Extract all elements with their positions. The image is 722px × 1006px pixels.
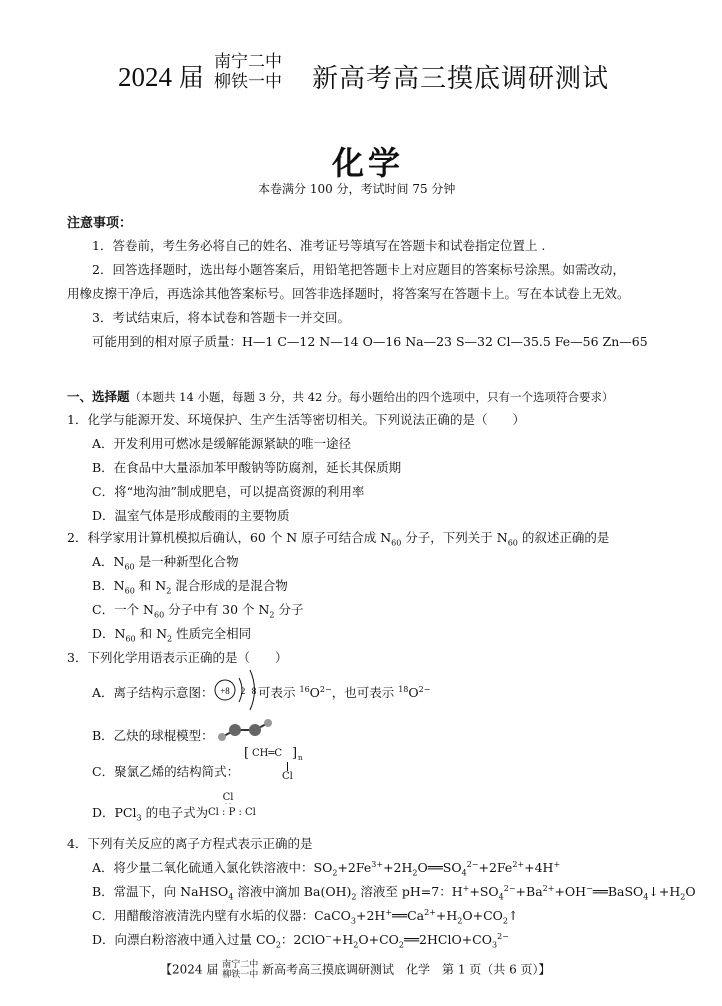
score-note: 本卷满分 100 分，考试时间 75 分钟 [258, 182, 456, 196]
acetylene-ball-stick-model [216, 710, 278, 744]
h-atom-2 [264, 719, 272, 727]
q3-option-d-label: D．PCl$_3$ 的电子式为 [92, 805, 209, 823]
q4-stem: 4．下列有关反应的离子方程式表示正确的是 [67, 836, 313, 851]
note-item-2a: 2．回答选择题时，选出每小题答案后，用铅笔把答题卡上对应题目的答案标号涂黑。如需改动， [92, 262, 625, 277]
school-1: 南宁二中 [214, 52, 282, 72]
shell-1-electrons: 2 [240, 686, 246, 696]
header-schools [214, 52, 282, 92]
note-item-2b: 用橡皮擦干净后，再选涂其他答案标号。回答非选择题时，将答案写在答题卡上。写在本试卷上无效。 [67, 286, 630, 301]
q2-option-c: C．一个 $N_{60}$ 分子中有 30 个 $N_2$ 分子 [92, 602, 304, 620]
q2-option-a: A．$N_{60}$ 是一种新型化合物 [92, 554, 239, 572]
h-atom-1 [218, 733, 226, 741]
pvc-structure: [ CH═C ] n Cl [244, 746, 303, 782]
q4-option-c: C．用醋酸溶液清洗内壁有水垢的仪器：$CaCO_3+2H^+══Ca^{2+}+H_2O+CO_2↑$ [92, 907, 519, 926]
note-item-3: 3．考试结束后，将本试卷和答题卡一并交回。 [92, 310, 350, 325]
q1-stem: 1．化学与能源开发、环境保护、生产生活等密切相关。下列说法正确的是（ ） [67, 412, 525, 427]
note-item-1: 1．答卷前，考生务必将自己的姓名、准考证号等填写在答题卡和试卷指定位置上 . [92, 238, 546, 253]
exam-title: 新高考高三摸底调研测试 [312, 64, 610, 94]
footer-schools: 南宁二中 柳铁一中 [222, 960, 259, 980]
shell-2-electrons: 8 [251, 686, 257, 696]
section-heading: 一、选择题（本题共 14 小题，每题 3 分，共 42 分。每小题给出的四个选项中，只有一个选项符合要求） [67, 389, 614, 404]
q1-option-a: A．开发利用可燃冰是缓解能源紧缺的唯一途径 [92, 436, 352, 451]
q4-option-b: B．常温下，向 NaHSO$_4$ 溶液中滴加 $Ba(OH)_2$ 溶液至 pH=7：$H^++SO_4^{2-}+Ba^{2+}+OH^-══BaSO_4↓+H_2O$ [92, 883, 696, 902]
subject-title: 化学 [332, 144, 405, 182]
ion-structure-diagram [206, 664, 262, 714]
q3-stem: 3．下列化学用语表示正确的是（ ） [67, 650, 288, 665]
pcl3-electron-formula: Cl · · Cl : P : Cl [208, 792, 256, 818]
header-year: 2024 届 [118, 62, 204, 92]
q3-option-c-label: C．聚氯乙烯的结构简式： [92, 764, 240, 779]
notes-heading: 注意事项： [67, 216, 133, 231]
q4-option-d: D．向漂白粉溶液中通入过量 $CO_2$：$2ClO^-+H_2O+CO_2══2HClO+CO_3^{2-}$ [92, 931, 509, 950]
nucleus-charge: +8 [220, 686, 230, 696]
q2-option-d: D．$N_{60}$ 和 $N_2$ 性质完全相同 [92, 626, 252, 644]
atomic-masses: 可能用到的相对原子质量：H—1 C—12 N—14 O—16 Na—23 S—32 Cl—35.5 Fe—56 Zn—65 [92, 334, 648, 349]
q3-option-a-text: 可表示 $^{16}O^{2-}$，也可表示 $^{18}O^{2-}$ [258, 684, 431, 700]
q1-option-b: B．在食品中大量添加苯甲酸钠等防腐剂，延长其保质期 [92, 460, 402, 475]
page-footer: 【2024 届 南宁二中 柳铁一中 新高考高三摸底调研测试 化学 第 1 页（共 6 页）】 [160, 960, 551, 980]
q1-option-c: C．将“地沟油”制成肥皂，可以提高资源的利用率 [92, 484, 365, 499]
q3-option-b-label: B．乙炔的球棍模型： [92, 728, 214, 743]
q3-option-a-label: A．离子结构示意图： [92, 685, 214, 700]
c-atom-1 [229, 724, 241, 736]
c-atom-2 [249, 724, 261, 736]
school-2: 柳铁一中 [214, 72, 282, 92]
q1-option-d: D．温室气体是形成酸雨的主要物质 [92, 508, 290, 523]
q2-option-b: B．$N_{60}$ 和 $N_2$ 混合形成的是混合物 [92, 578, 288, 596]
q4-option-a: A．将少量二氧化硫通入氯化铁溶液中：$SO_2+2Fe^{3+}+2H_2O══SO_4^{2-}+2Fe^{2+}+4H^+$ [92, 859, 561, 878]
q2-stem: 2．科学家用计算机模拟后确认，60 个 N 原子可结合成 $N_{60}$ 分子，下列关于 $N_{60}$ 的叙述正确的是 [67, 530, 610, 548]
